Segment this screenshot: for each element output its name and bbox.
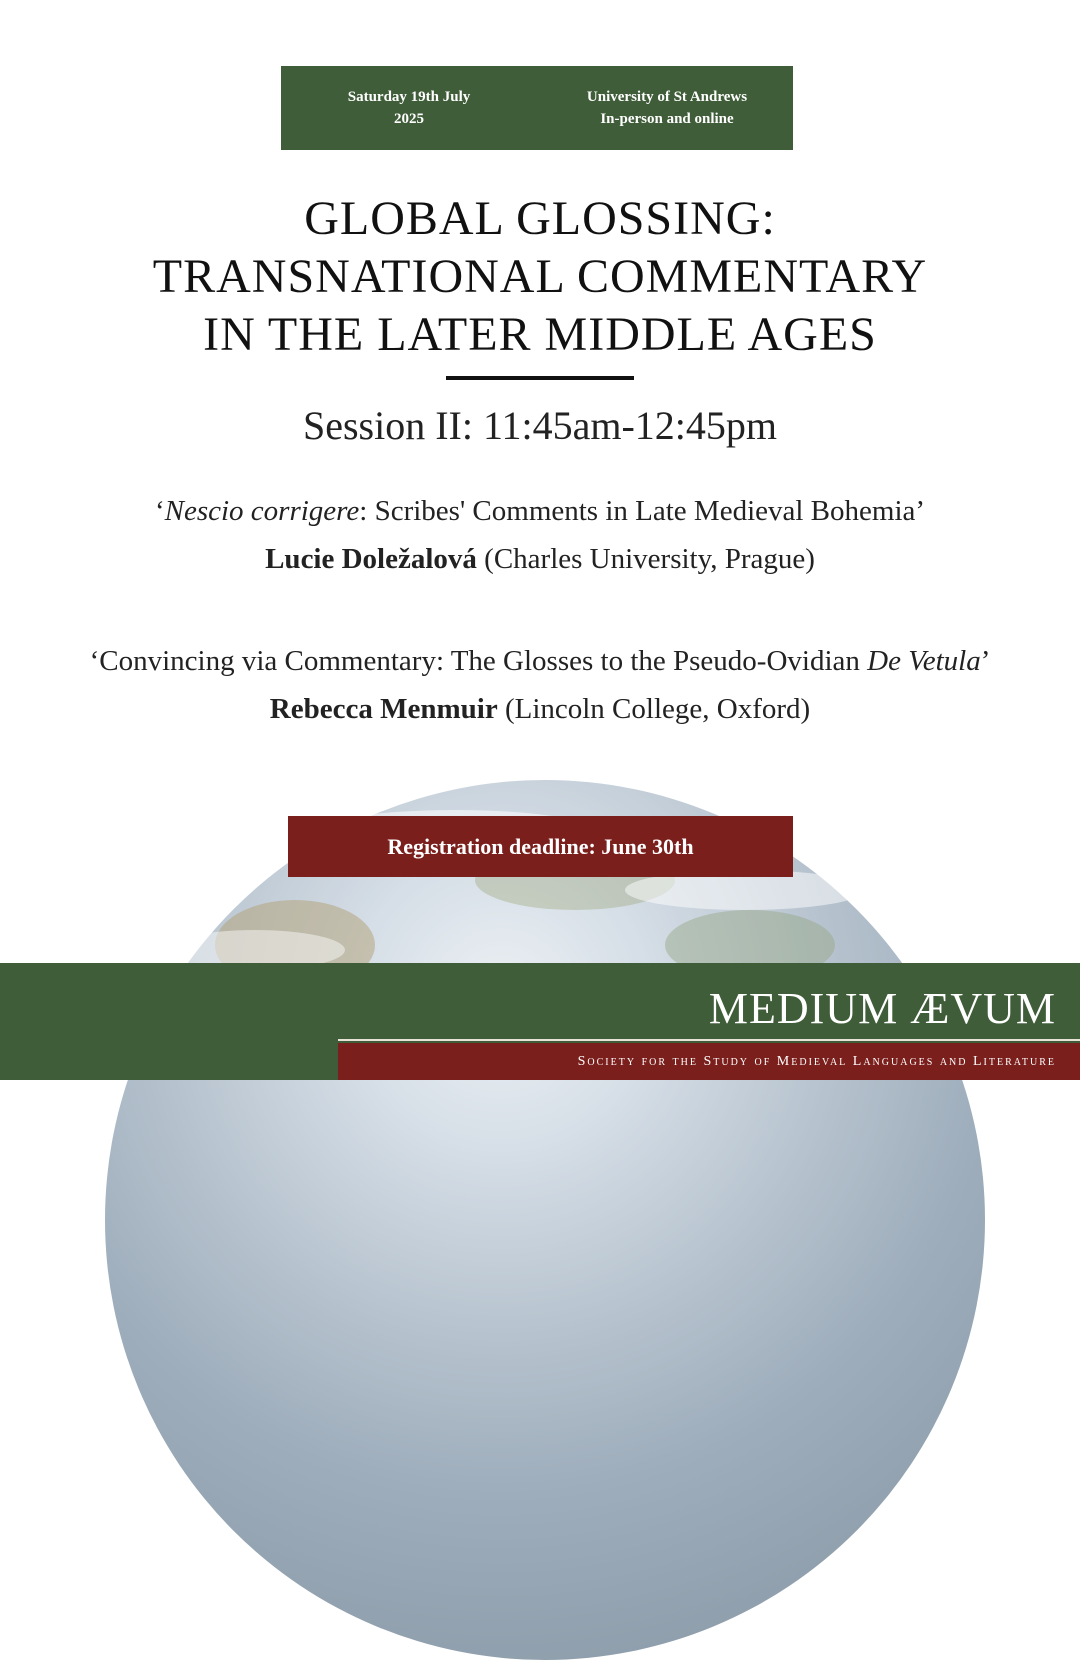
talk-2 xyxy=(0,637,1080,733)
talk-2-title-main: ‘Convincing via Commentary: The Glosses to the Pseudo-Ovidian xyxy=(89,645,868,677)
talk-1-title-rest: : Scribes' Comments in Late Medieval Bohemia’ xyxy=(359,495,926,527)
session-time: Session II: 11:45am-12:45pm xyxy=(302,403,778,448)
talk-2-speaker: Rebecca Menmuir xyxy=(269,693,498,725)
talk-1-speaker: Lucie Doležalová xyxy=(265,543,477,575)
talk-2-speaker-line xyxy=(0,685,1080,733)
event-title-line3: IN THE LATER MIDDLE AGES xyxy=(203,308,877,361)
title-divider xyxy=(446,376,634,380)
event-title-line2: TRANSNATIONAL COMMENTARY xyxy=(152,250,928,303)
talk-2-affiliation: (Lincoln College, Oxford) xyxy=(497,693,811,725)
event-info-banner xyxy=(281,66,793,150)
talk-2-title-close: ’ xyxy=(980,645,991,677)
event-venue-line2: In-person and online xyxy=(600,111,734,127)
earth-globe-image xyxy=(105,780,985,1660)
talk-2-title-italic: De Vetula xyxy=(867,645,981,677)
event-title xyxy=(0,190,1080,364)
event-venue-line1: University of St Andrews xyxy=(586,89,748,105)
registration-deadline-banner: Registration deadline: June 30th xyxy=(288,816,793,877)
society-tagline: Society for the Study of Medieval Languages and Literature xyxy=(577,1054,1056,1069)
event-date-line1: Saturday 19th July xyxy=(347,89,471,105)
event-date-line2: 2025 xyxy=(394,111,424,127)
brand-logo: MEDIUM ÆVUM xyxy=(708,984,1056,1033)
event-title-line1: GLOBAL GLOSSING: xyxy=(304,192,776,245)
talk-1 xyxy=(0,487,1080,583)
event-venue xyxy=(551,86,783,130)
talk-2-title xyxy=(0,637,1080,685)
footer-divider xyxy=(338,1039,1080,1041)
talk-1-title-open: ‘ xyxy=(154,495,165,527)
talk-1-title-italic: Nescio corrigere xyxy=(164,495,360,527)
footer xyxy=(0,963,1080,1080)
talk-1-affiliation: (Charles University, Prague) xyxy=(476,543,815,575)
tagline-bar xyxy=(338,1043,1080,1080)
event-date xyxy=(321,86,497,130)
talk-1-title xyxy=(0,487,1080,535)
talk-1-speaker-line xyxy=(0,535,1080,583)
